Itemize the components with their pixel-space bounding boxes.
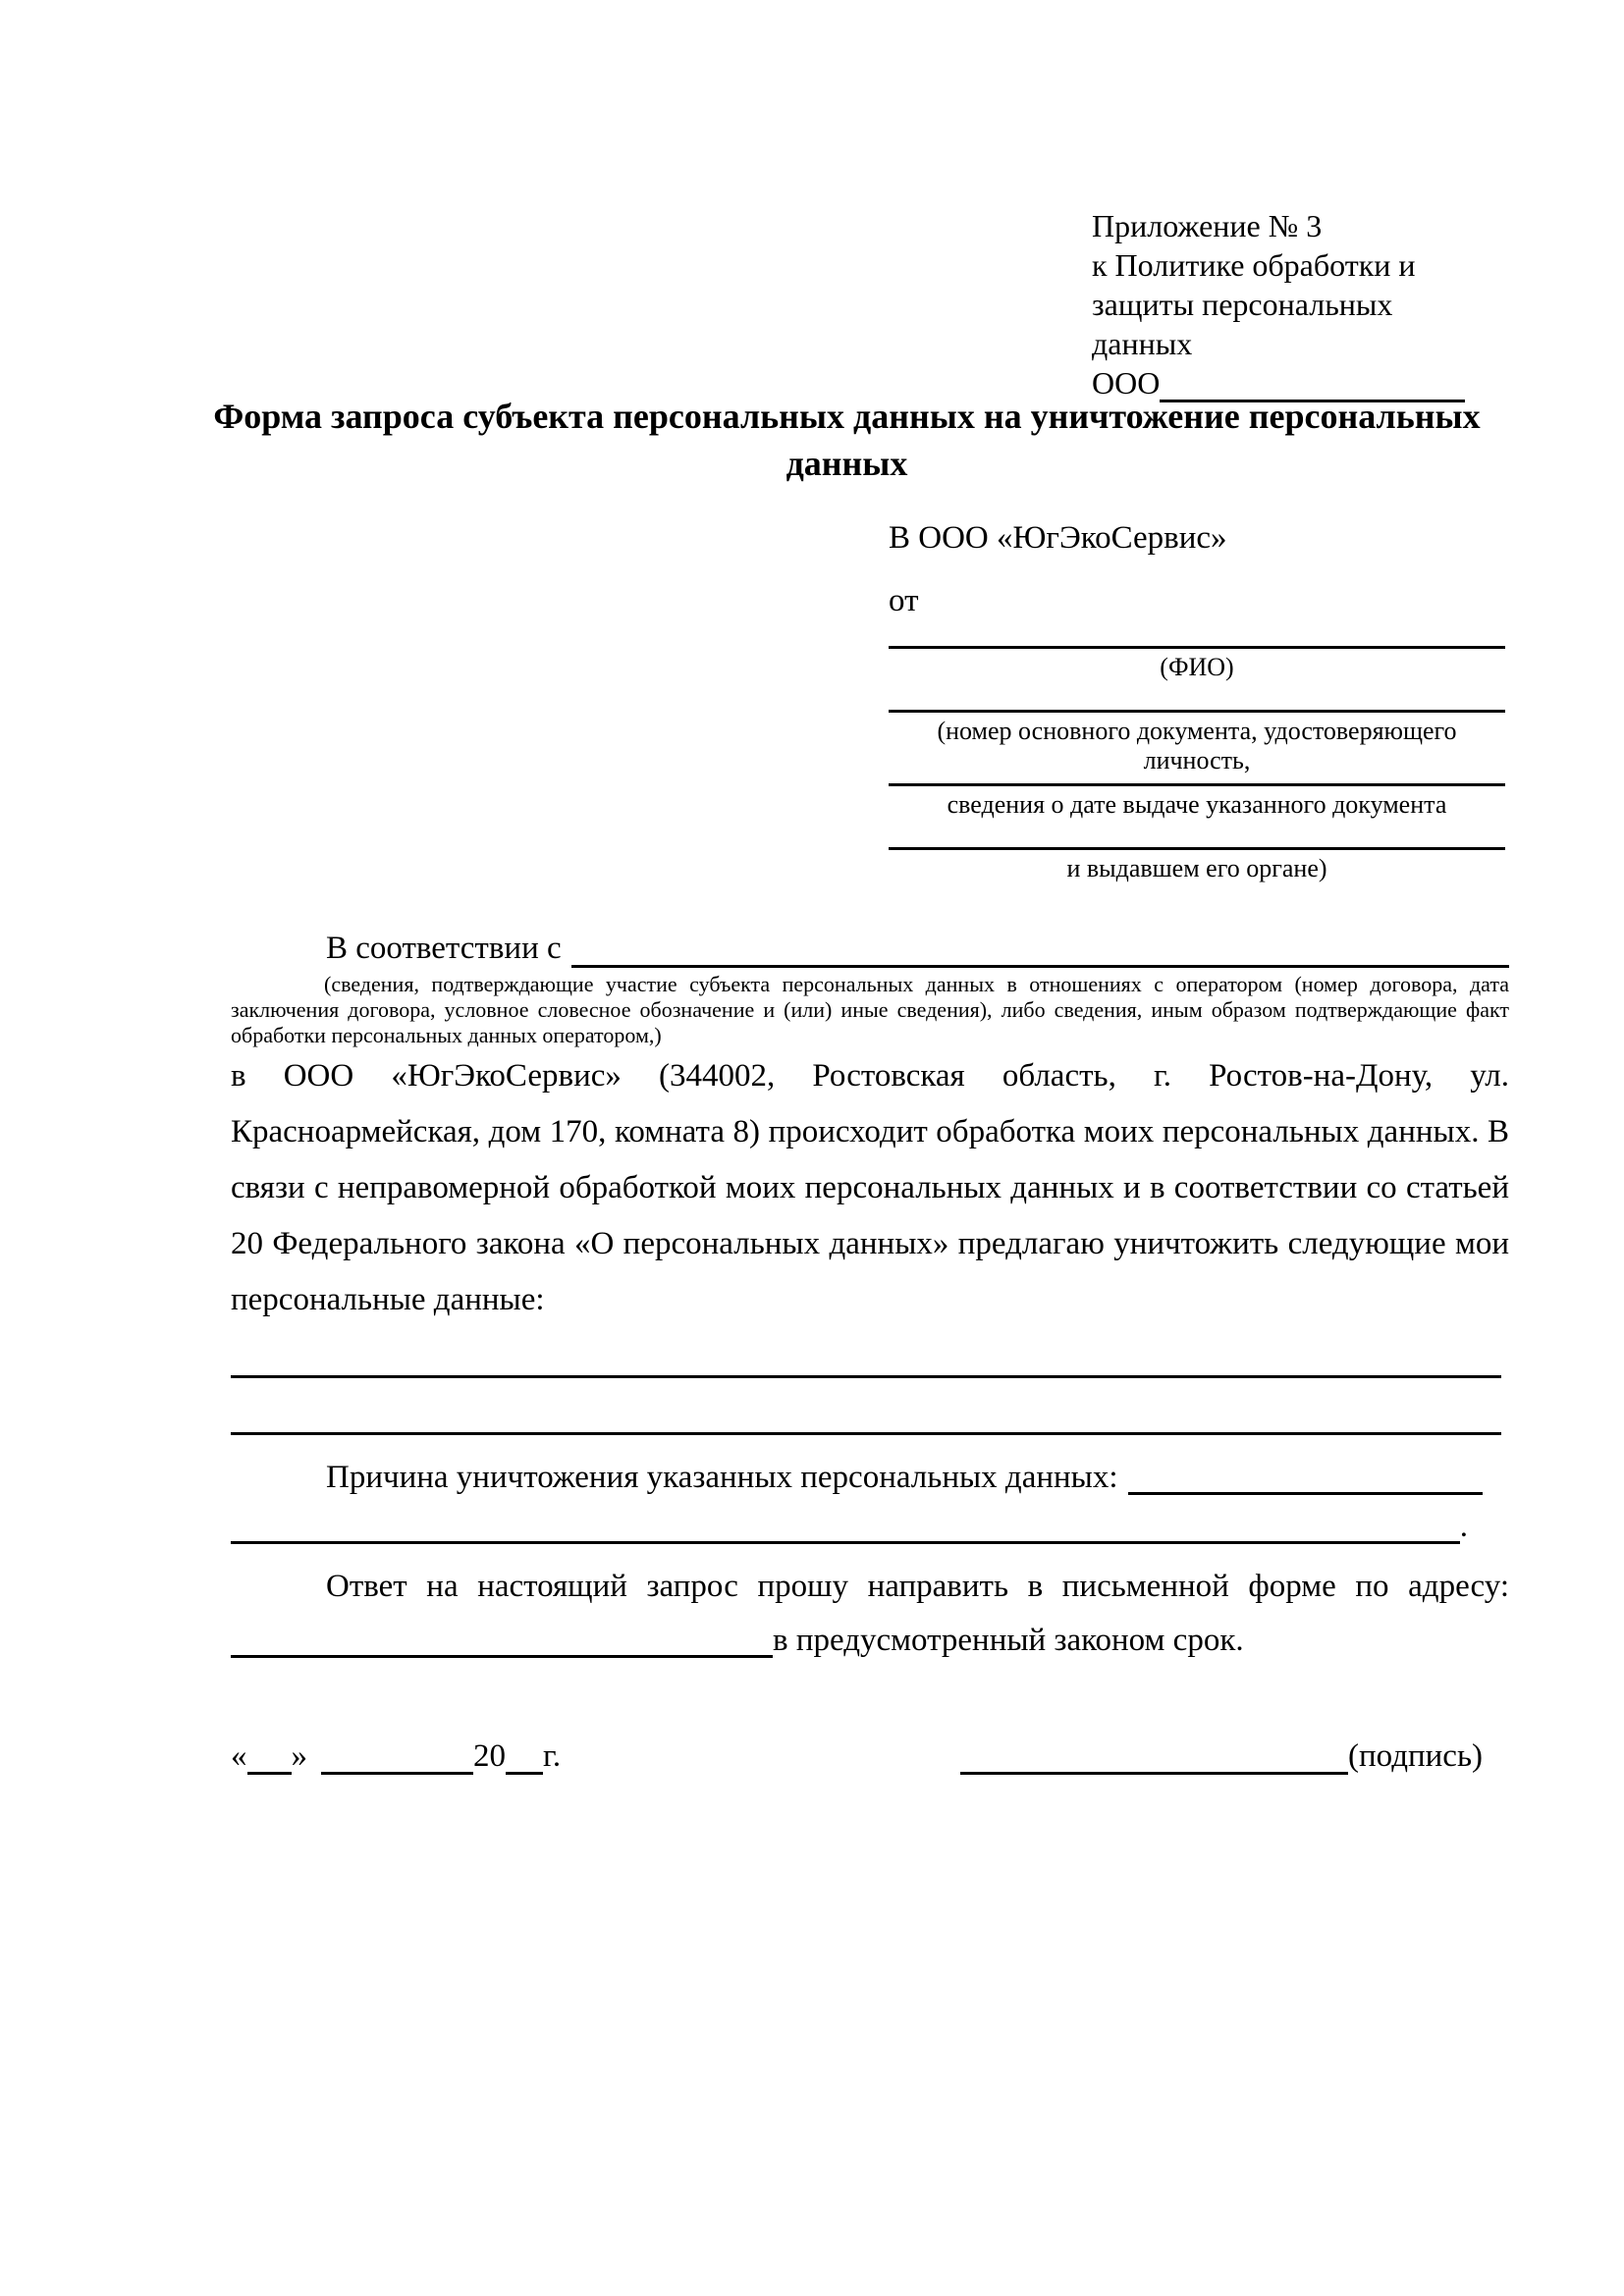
year-prefix: 20: [473, 1738, 506, 1774]
doc-date-blank-line[interactable]: [889, 734, 1505, 786]
year-blank-line[interactable]: [506, 1737, 543, 1775]
doc-number-blank-line[interactable]: [889, 661, 1505, 713]
data-blank-line-1[interactable]: [231, 1375, 1501, 1378]
form-title: Форма запроса субъекта персональных данных на уничтожение персональных данных: [213, 397, 1481, 483]
doc-issuer-caption: и выдавшем его органе): [1066, 854, 1327, 882]
reason-continuation-blank-line[interactable]: [231, 1509, 1460, 1544]
accordance-note: (сведения, подтверждающие участие субъекта персональных данных в отношениях с оператором (номер договора, дата заключения договора, условное словесное обозначение и (или) иные сведения), либо сведения, иным образом подтверждающие факт обработки персональных данных оператором,): [231, 972, 1509, 1047]
appendix-header: [1092, 206, 1465, 402]
data-blank-line-2[interactable]: [231, 1432, 1501, 1435]
reason-row: [231, 1457, 1483, 1495]
reason-blank-line[interactable]: [1128, 1457, 1483, 1495]
day-blank-line[interactable]: [247, 1737, 292, 1775]
reply-paragraph: Ответ на настоящий запрос прошу направить в письменной форме по адресу:: [326, 1569, 1509, 1604]
fio-caption: (ФИО): [1160, 653, 1234, 681]
ooo-label: ООО: [1092, 365, 1161, 400]
address-blank-line[interactable]: [231, 1620, 773, 1658]
addressee-from-label: от: [889, 583, 919, 618]
doc-date-caption: сведения о дате выдаче указанного документа: [947, 790, 1447, 819]
footer-row: [231, 1737, 1483, 1775]
doc-issuer-blank-line[interactable]: [889, 798, 1505, 850]
appendix-line-3: защиты персональных данных: [1092, 287, 1393, 361]
reply-address-row: [231, 1620, 1509, 1658]
period: .: [1459, 1509, 1468, 1544]
reason-continuation-row: [231, 1509, 1468, 1544]
doc-issuer-field: [889, 798, 1505, 883]
accordance-blank-line[interactable]: [571, 930, 1509, 968]
doc-number-caption: (номер основного документа, удостоверяющего личность,: [937, 717, 1457, 774]
year-suffix: г.: [543, 1738, 562, 1774]
date-quote-open: «: [231, 1738, 247, 1774]
month-blank-line[interactable]: [321, 1737, 473, 1775]
reason-label: Причина уничтожения указанных персональных данных:: [326, 1460, 1118, 1495]
signature-blank-line[interactable]: [960, 1737, 1348, 1775]
appendix-line-1: Приложение № 3: [1092, 208, 1323, 243]
date-quote-close: »: [291, 1738, 307, 1774]
signature-group: [960, 1737, 1483, 1775]
accordance-label: В соответствии с: [326, 931, 562, 966]
addressee-to: В ООО «ЮгЭкоСервис»: [889, 520, 1227, 556]
signature-caption: (подпись): [1348, 1738, 1483, 1774]
reply-suffix: в предусмотренный законом срок.: [773, 1623, 1244, 1658]
body-paragraph: в ООО «ЮгЭкоСервис» (344002, Ростовская область, г. Ростов-на-Дону, ул. Красноармейская, дом 170, комната 8) происходит обработка моих персональных данных. В связи с неправомерной обработкой моих персональных данных и в соответствии со статьей 20 Федерального закона «О персональных данных» предлагаю уничтожить следующие мои персональные данные:: [231, 1058, 1509, 1317]
fio-blank-line[interactable]: [889, 597, 1505, 649]
accordance-row: [231, 929, 1509, 968]
appendix-line-2: к Политике обработки и: [1092, 247, 1416, 283]
